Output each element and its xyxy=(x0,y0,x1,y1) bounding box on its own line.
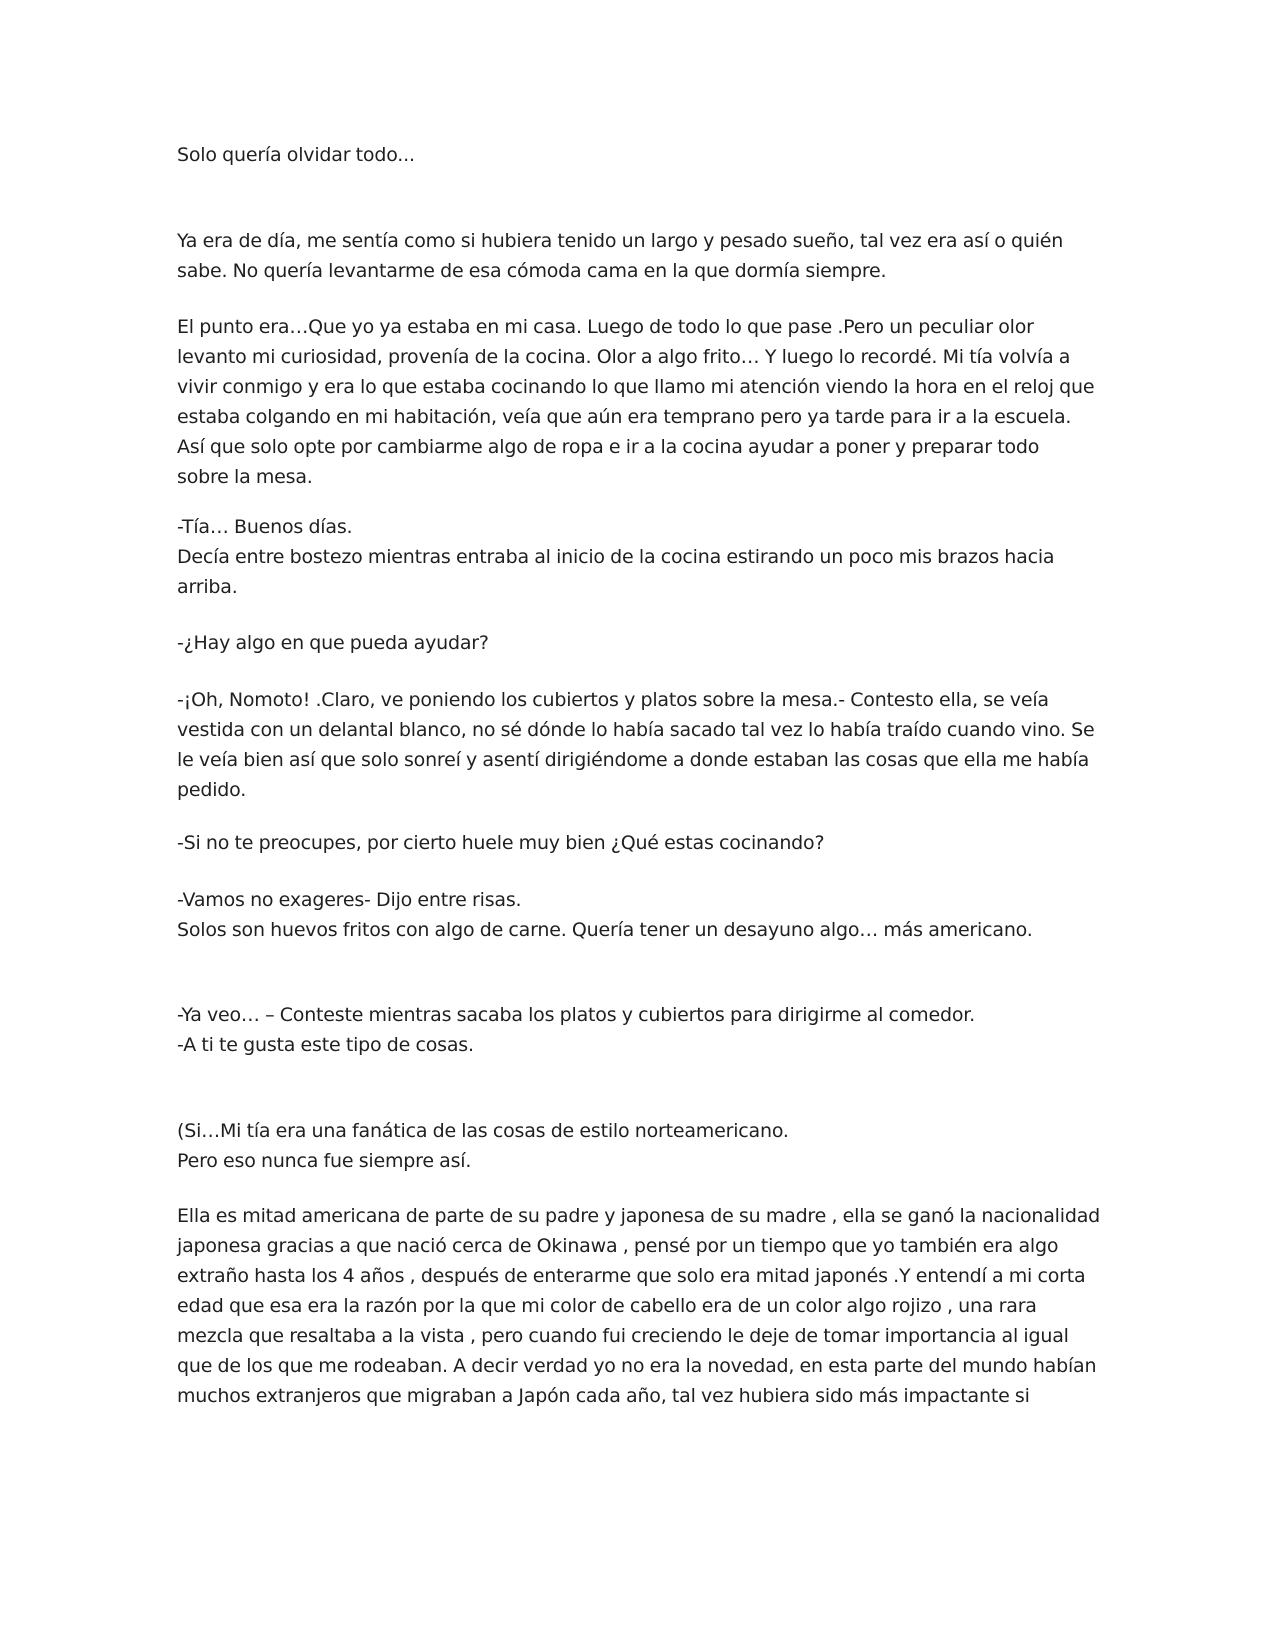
text-line: (Si…Mi tía era una fanática de las cosas de estilo norteamericano. xyxy=(177,1120,789,1142)
text-line: Ella es mitad americana de parte de su padre y japonesa de su madre , ella se ganó la nacionalidad xyxy=(177,1205,1100,1227)
text-line: sobre la mesa. xyxy=(177,466,313,488)
paragraph-2 xyxy=(177,312,1094,492)
text-line: Ya era de día, me sentía como si hubiera tenido un largo y pesado sueño, tal vez era así o quién xyxy=(177,230,1064,252)
text-line: -Vamos no exageres- Dijo entre risas. xyxy=(177,889,522,911)
text-line: pedido. xyxy=(177,779,247,801)
text-line: Solos son huevos fritos con algo de carne. Quería tener un desayuno algo… más americano. xyxy=(177,919,1033,941)
paragraph-6 xyxy=(177,828,824,858)
text-line: -Si no te preocupes, por cierto huele muy bien ¿Qué estas cocinando? xyxy=(177,832,825,854)
text-line: El punto era…Que yo ya estaba en mi casa. Luego de todo lo que pase .Pero un peculiar olor xyxy=(177,316,1034,338)
text-line: -¿Hay algo en que pueda ayudar? xyxy=(177,632,489,654)
title-line: Solo quería olvidar todo... xyxy=(177,144,415,166)
text-line: mezcla que resaltaba a la vista , pero cuando fui creciendo le deje de tomar importancia al igual xyxy=(177,1325,1069,1347)
text-line: vestida con un delantal blanco, no sé dónde lo había sacado tal vez lo había traído cuando vino. Se xyxy=(177,719,1095,741)
paragraph-9 xyxy=(177,1116,789,1176)
paragraph-10 xyxy=(177,1201,1100,1411)
paragraph-5 xyxy=(177,685,1094,805)
text-line: sabe. No quería levantarme de esa cómoda cama en la que dormía siempre. xyxy=(177,260,887,282)
text-line: muchos extranjeros que migraban a Japón cada año, tal vez hubiera sido más impactante si xyxy=(177,1385,1030,1407)
text-line: edad que esa era la razón por la que mi color de cabello era de un color algo rojizo , una rara xyxy=(177,1295,1037,1317)
text-line: Pero eso nunca fue siempre así. xyxy=(177,1150,472,1172)
text-line: Decía entre bostezo mientras entraba al inicio de la cocina estirando un poco mis brazos hacia xyxy=(177,546,1055,568)
paragraph-4 xyxy=(177,628,489,658)
text-line: -Tía… Buenos días. xyxy=(177,516,353,538)
text-line: extraño hasta los 4 años , después de enterarme que solo era mitad japonés .Y entendí a mi corta xyxy=(177,1265,1086,1287)
text-line: le veía bien así que solo sonreí y asentí dirigiéndome a donde estaban las cosas que ella me había xyxy=(177,749,1090,771)
document-title xyxy=(177,140,415,170)
paragraph-3 xyxy=(177,512,1054,602)
paragraph-7 xyxy=(177,885,1033,945)
text-line: Así que solo opte por cambiarme algo de ropa e ir a la cocina ayudar a poner y preparar todo xyxy=(177,436,1040,458)
text-line: japonesa gracias a que nació cerca de Okinawa , pensé por un tiempo que yo también era algo xyxy=(177,1235,1059,1257)
text-line: arriba. xyxy=(177,576,238,598)
paragraph-1 xyxy=(177,226,1063,286)
text-line: estaba colgando en mi habitación, veía que aún era temprano pero ya tarde para ir a la escuela. xyxy=(177,406,1072,428)
paragraph-8 xyxy=(177,1000,975,1060)
text-line: -A ti te gusta este tipo de cosas. xyxy=(177,1034,474,1056)
text-line: que de los que me rodeaban. A decir verdad yo no era la novedad, en esta parte del mundo habían xyxy=(177,1355,1097,1377)
text-line: -¡Oh, Nomoto! .Claro, ve poniendo los cubiertos y platos sobre la mesa.- Contesto ella, se veía xyxy=(177,689,1049,711)
text-line: levanto mi curiosidad, provenía de la cocina. Olor a algo frito… Y luego lo recordé. Mi tía volvía a xyxy=(177,346,1071,368)
text-line: -Ya veo… – Conteste mientras sacaba los platos y cubiertos para dirigirme al comedor. xyxy=(177,1004,975,1026)
text-line: vivir conmigo y era lo que estaba cocinando lo que llamo mi atención viendo la hora en el reloj que xyxy=(177,376,1095,398)
